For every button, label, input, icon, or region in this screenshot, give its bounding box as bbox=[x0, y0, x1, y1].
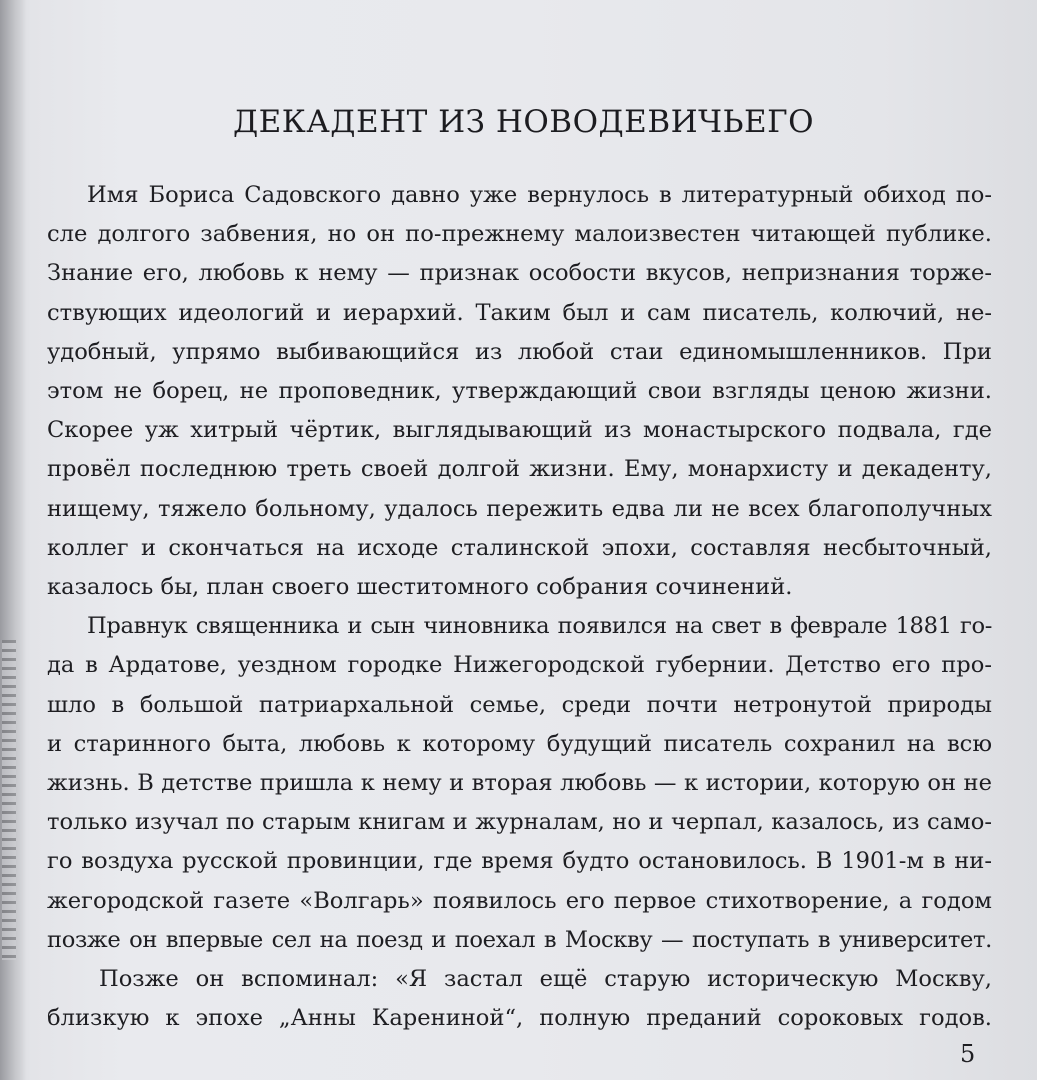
text-line: казалось бы, план своего шеститомного собрания сочинений. bbox=[47, 574, 793, 601]
text-line: Скорее уж хитрый чёртик, выглядывающий из монастырского подвала, где bbox=[47, 417, 992, 444]
text-line: этом не борец, не проповедник, утверждающий свои взгляды ценою жизни. bbox=[47, 378, 992, 405]
body-text bbox=[47, 176, 992, 1038]
text-line: да в Ардатове, уездном городке Нижегородской губернии. Детство его про- bbox=[47, 652, 992, 679]
text-line: жизнь. В детстве пришла к нему и вторая любовь — к истории, которую он не bbox=[47, 770, 992, 797]
text-line: нищему, тяжело больному, удалось пережить едва ли не всех благополучных bbox=[47, 495, 992, 522]
text-line: близкую к эпохе „Анны Карениной“, полную преданий сороковых годов. bbox=[47, 1005, 992, 1032]
adjacent-page-edge bbox=[2, 640, 16, 960]
text-line: сле долгого забвения, но он по-прежнему малоизвестен читающей публике. bbox=[47, 221, 992, 248]
chapter-title: ДЕКАДЕНТ ИЗ НОВОДЕВИЧЬЕГО bbox=[232, 104, 815, 140]
text-line: коллег и скончаться на исходе сталинской эпохи, составляя несбыточный, bbox=[47, 534, 992, 561]
text-line: шло в большой патриархальной семье, среди почти нетронутой природы bbox=[47, 691, 992, 718]
text-line: жегородской газете «Волгарь» появилось его первое стихотворение, а годом bbox=[47, 887, 992, 914]
text-line: провёл последнюю треть своей долгой жизни. Ему, монархисту и декаденту, bbox=[47, 456, 992, 483]
text-line: ствующих идеологий и иерархий. Таким был и сам писатель, колючий, не- bbox=[47, 299, 992, 326]
text-line: удобный, упрямо выбивающийся из любой стаи единомышленников. При bbox=[47, 338, 992, 365]
page-number: 5 bbox=[960, 1040, 976, 1068]
text-line: только изучал по старым книгам и журналам, но и черпал, казалось, из само- bbox=[47, 809, 992, 836]
text-line: Правнук священника и сын чиновника появился на свет в феврале 1881 го- bbox=[87, 613, 992, 640]
text-line: и старинного быта, любовь к которому будущий писатель сохранил на всю bbox=[47, 730, 992, 757]
text-line: позже он впервые сел на поезд и поехал в Москву — поступать в университет. bbox=[47, 926, 992, 953]
text-line: го воздуха русской провинции, где время будто остановилось. В 1901-м в ни- bbox=[47, 848, 992, 875]
text-line: Знание его, любовь к нему — признак особости вкусов, непризнания торже- bbox=[47, 260, 992, 287]
text-line: Позже он вспоминал: «Я застал ещё старую историческую Москву, bbox=[99, 966, 992, 993]
text-line: Имя Бориса Садовского давно уже вернулось в литературный обиход по- bbox=[87, 182, 992, 208]
